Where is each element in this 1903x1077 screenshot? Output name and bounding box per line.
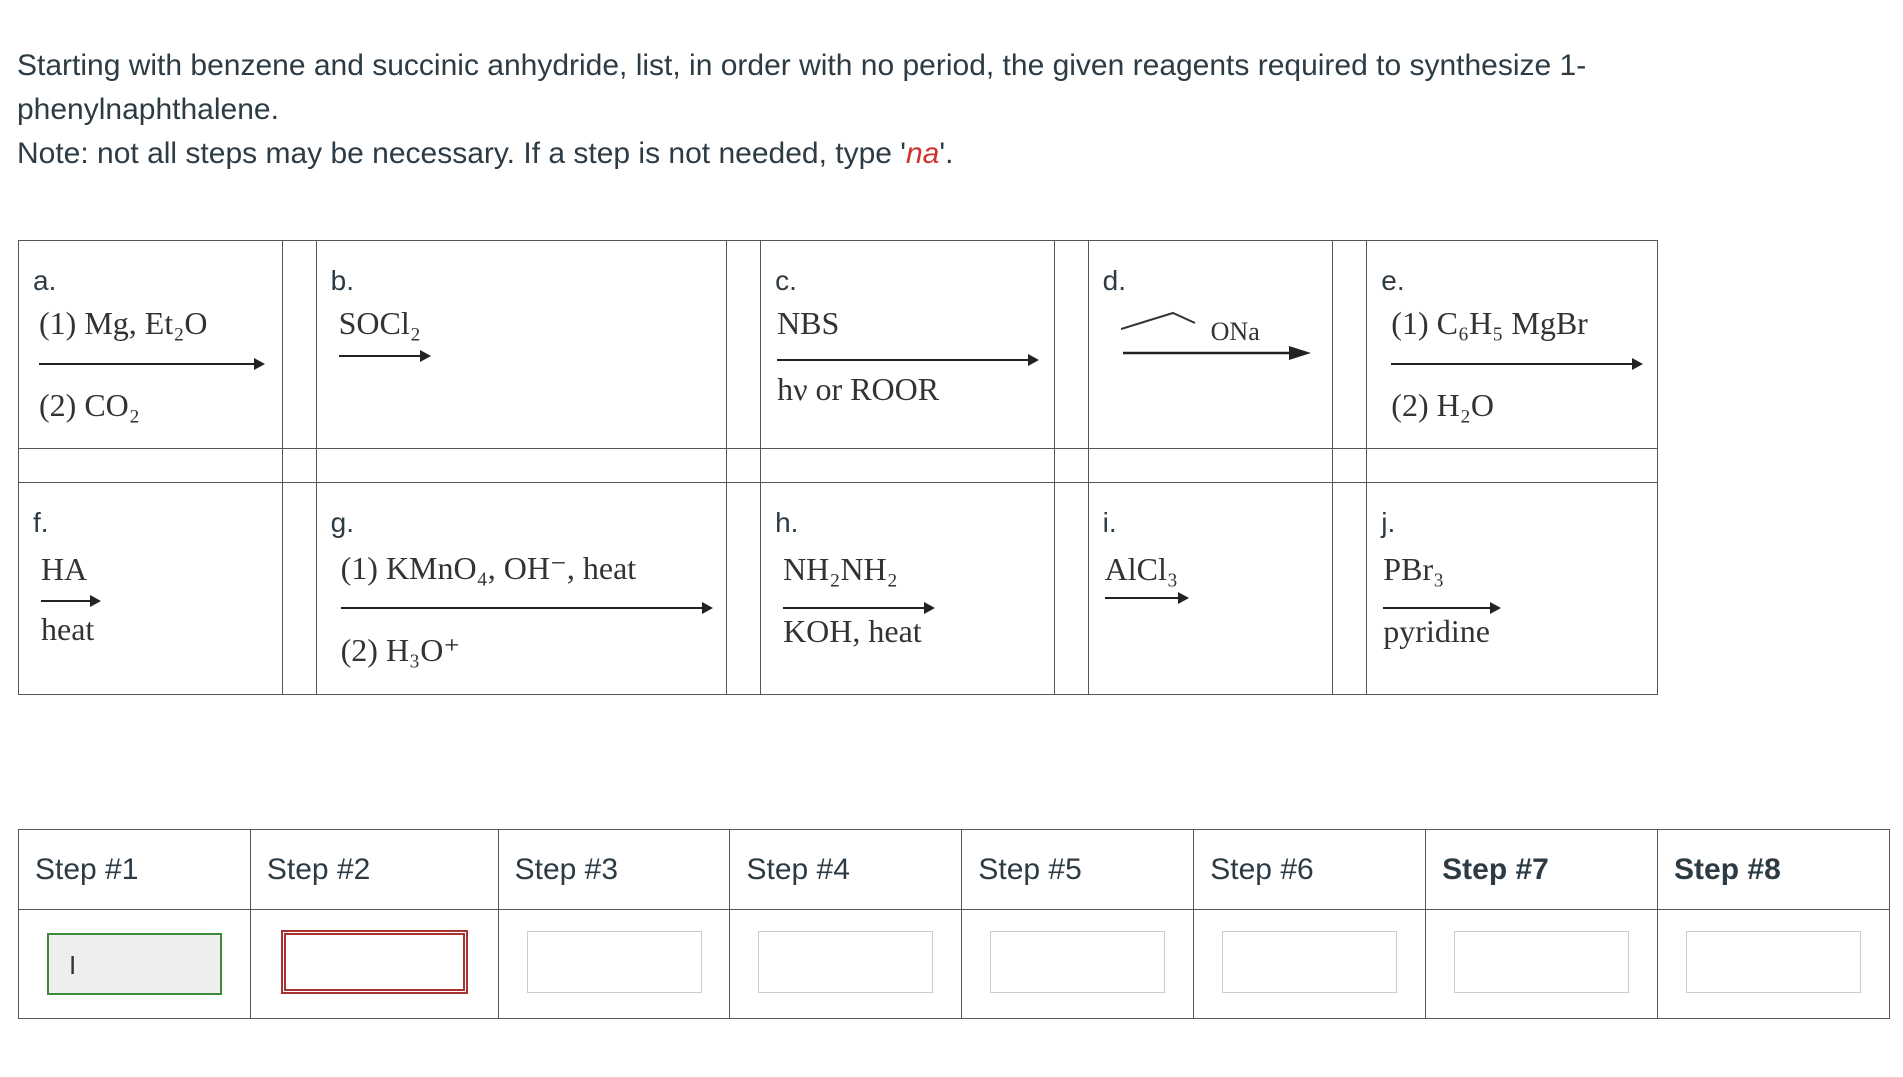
- step-header-5: Step #5: [962, 830, 1194, 910]
- reagent-letter: h.: [775, 507, 799, 538]
- reaction-arrow-icon: [1105, 597, 1187, 599]
- reaction-arrow-icon: [39, 363, 263, 365]
- step-1-input[interactable]: I: [47, 933, 222, 995]
- reagent-e-top: (1) C₆H₅ MgBr: [1391, 305, 1588, 341]
- spacer-cell: [19, 449, 283, 483]
- step-3-input[interactable]: [527, 931, 702, 993]
- reagent-cell-a: [19, 241, 283, 449]
- spacer-cell: [1333, 449, 1367, 483]
- spacer-cell: [1367, 449, 1657, 483]
- question-text: Starting with benzene and succinic anhydride, list, in order with no period, the given reagents required to synthesize 1-phenylnaphthalene.: [17, 49, 1587, 126]
- spacer-cell: [1333, 241, 1367, 449]
- spacer-cell: [727, 241, 761, 449]
- note-prefix: Note: not all steps may be necessary. If a step is not needed, type ': [17, 137, 906, 170]
- reagent-a-top: (1) Mg, Et₂O: [39, 305, 208, 341]
- reagent-h-bottom: KOH, heat: [783, 613, 922, 649]
- reagent-c-bottom: hν or ROOR: [777, 371, 940, 407]
- note-suffix: '.: [939, 137, 954, 170]
- reagent-letter: b.: [330, 265, 354, 296]
- step-cell-6: [1194, 910, 1426, 1019]
- spacer-cell: [283, 483, 317, 694]
- step-header-8: Step #8: [1658, 830, 1890, 910]
- spacer-cell: [1055, 241, 1089, 449]
- step-cell-2: [250, 910, 498, 1019]
- question-note: [17, 132, 1717, 176]
- spacer-cell: [1333, 483, 1367, 694]
- reagent-letter: d.: [1102, 265, 1127, 296]
- step-cell-1: [19, 910, 251, 1019]
- reagent-cell-b: [317, 241, 727, 449]
- reagent-letter: e.: [1381, 265, 1405, 296]
- reagent-letter: f.: [33, 507, 49, 538]
- reaction-arrow-icon: [341, 607, 711, 609]
- reagent-letter: g.: [330, 507, 354, 538]
- spacer-cell: [317, 449, 727, 483]
- step-header-4: Step #4: [730, 830, 962, 910]
- reagent-c-top: NBS: [777, 305, 840, 341]
- step-cell-3: [498, 910, 730, 1019]
- step-7-input[interactable]: [1454, 931, 1629, 993]
- step-cell-7: [1426, 910, 1658, 1019]
- reagent-d: ONa: [1210, 317, 1260, 346]
- reagent-g-bottom: (2) H₃O⁺: [340, 632, 461, 668]
- reagent-cell-j: [1367, 483, 1657, 694]
- reagent-b-top: SOCl₂: [338, 305, 421, 341]
- step-header-7: Step #7: [1426, 830, 1658, 910]
- reagent-letter: i.: [1102, 507, 1117, 538]
- note-na: na: [906, 137, 940, 170]
- spacer-cell: [283, 449, 317, 483]
- reagent-cell-e: [1367, 241, 1657, 449]
- reagent-h-top: NH₂NH₂: [783, 551, 898, 587]
- step-cell-4: [730, 910, 962, 1019]
- reagent-letter: a.: [33, 265, 57, 296]
- spacer-cell: [1055, 449, 1089, 483]
- spacer-cell: [1089, 449, 1334, 483]
- reagent-e-bottom: (2) H₂O: [1391, 387, 1494, 423]
- step-header-3: Step #3: [498, 830, 730, 910]
- reagent-cell-g: [317, 483, 727, 694]
- reaction-arrow-icon: [1123, 345, 1313, 361]
- spacer-cell: [727, 449, 761, 483]
- reagent-cell-f: [19, 483, 283, 694]
- steps-table: [18, 829, 1890, 1019]
- reaction-arrow-icon: [41, 600, 99, 602]
- reaction-arrow-icon: [1391, 363, 1641, 365]
- question-instructions: [17, 44, 1717, 176]
- reagent-f-bottom: heat: [41, 611, 95, 647]
- reagent-cell-i: [1089, 483, 1334, 694]
- step-header-1: Step #1: [19, 830, 251, 910]
- reagent-a-bottom: (2) CO₂: [39, 387, 140, 423]
- reagent-cell-c: [761, 241, 1055, 449]
- spacer-cell: [761, 449, 1055, 483]
- spacer-cell: [283, 241, 317, 449]
- step-8-input[interactable]: [1686, 931, 1861, 993]
- reagent-f-top: HA: [41, 551, 88, 587]
- step-5-input[interactable]: [990, 931, 1165, 993]
- reagent-letter: j.: [1381, 507, 1396, 538]
- reaction-arrow-icon: [777, 359, 1037, 361]
- reagent-i-top: AlCl₃: [1104, 551, 1179, 587]
- reagent-cell-d: [1089, 241, 1334, 449]
- step-header-6: Step #6: [1194, 830, 1426, 910]
- spacer-cell: [727, 483, 761, 694]
- reaction-arrow-icon: [1383, 607, 1499, 609]
- step-cell-8: [1658, 910, 1890, 1019]
- step-6-input[interactable]: [1222, 931, 1397, 993]
- reagent-cell-h: [761, 483, 1055, 694]
- reagent-letter: c.: [775, 265, 797, 296]
- reaction-arrow-icon: [783, 607, 933, 609]
- step-4-input[interactable]: [758, 931, 933, 993]
- reagent-j-bottom: pyridine: [1383, 613, 1490, 649]
- step-cell-5: [962, 910, 1194, 1019]
- spacer-cell: [1055, 483, 1089, 694]
- step-2-input[interactable]: [281, 930, 468, 994]
- step-header-2: Step #2: [250, 830, 498, 910]
- reaction-arrow-icon: [339, 355, 429, 357]
- reagent-g-top: (1) KMnO₄, OH⁻, heat: [340, 550, 637, 586]
- reagent-table: [18, 240, 1658, 695]
- reagent-j-top: PBr₃: [1383, 551, 1445, 587]
